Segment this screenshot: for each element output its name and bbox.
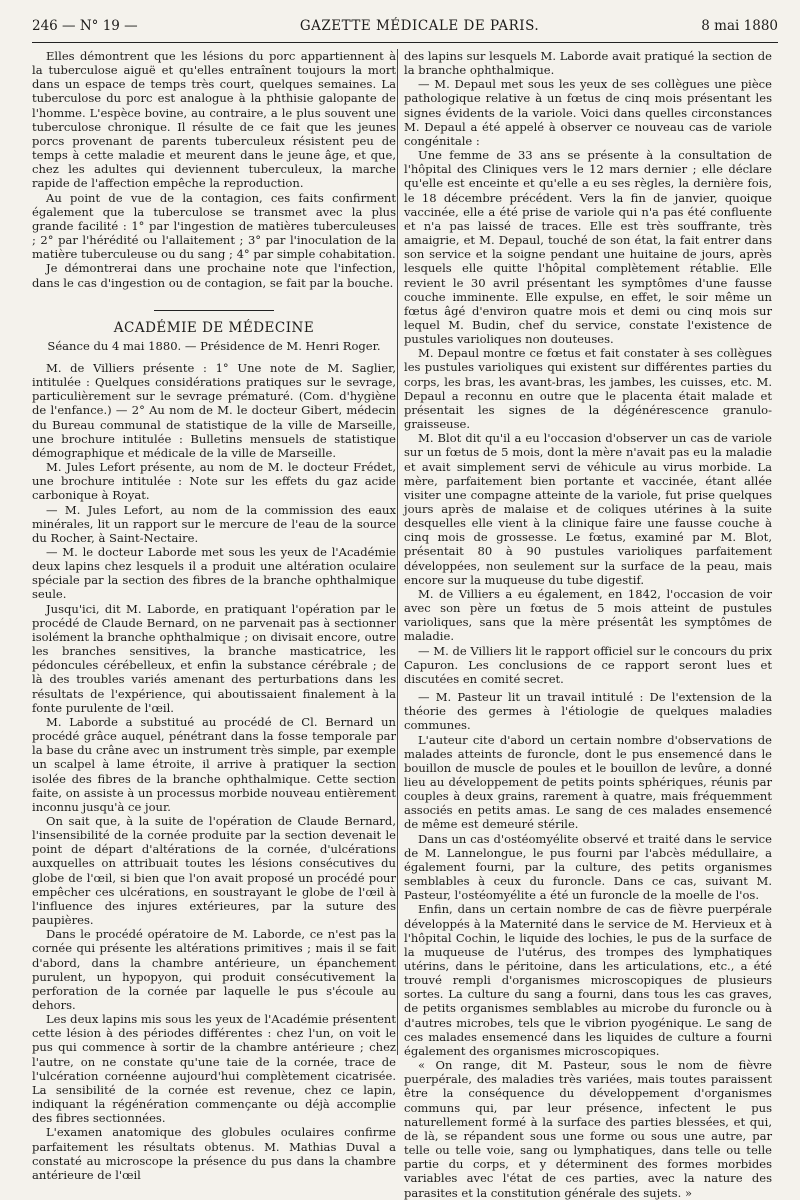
paragraph: — M. Jules Lefort, au nom de la commission des eaux minérales, lit un rapport sur le mercure de l'eau de la source du Rocher, à Saint-Nectaire.: [32, 502, 396, 545]
paragraph: Une femme de 33 ans se présente à la consultation de l'hôpital des Cliniques vers le 12 mars dernier ; elle déclare qu'elle est enceinte et qu'elle a eu ses règles, la dernière fois, le 18 décembre précédent. Vers la fin de janvier, quoique vaccinée, elle a été prise de variole qui n'a pas été confluente et n'a pas laissé de traces. Elle est très souffrante, très amaigrie, et M. Depaul, touché de son état, la fait entrer dans son service et la soigne pendant une huitaine de jours, après lesquels elle quitte l'hôpital complètement rétablie. Elle revient le 30 avril présentant les symptômes d'une fausse couche imminente. Elle expulse, en effet, le soir même un fœtus âgé d'environ quatre mois et demi ou cinq mois sur lequel M. Budin, chef du service, constate l'existence de pustules varioliques non douteuses.: [404, 148, 772, 347]
page-header: [32, 18, 778, 40]
paragraph: M. Jules Lefort présente, au nom de M. le docteur Frédet, une brochure intitulée : Note sur les effets du gaz acide carbonique à Royat.: [32, 460, 396, 503]
paragraph: — M. Depaul met sous les yeux de ses collègues une pièce pathologique relative à un fœtus de cinq mois présentant les signes évidents de la variole. Voici dans quelles circonstances M. Depaul a été appelé à observer ce nouveau cas de variole congénitale :: [404, 77, 772, 148]
paragraph: Enfin, dans un certain nombre de cas de fièvre puerpérale développés à la Maternité dans le service de M. Hervieux et à l'hôpital Cochin, le liquide des lochies, le pus de la surface de la muqueuse de l'utérus, des trompes des lymphatiques utérins, dans le péritoine, dans les articulations, etc., a été trouvé rempli d'organismes microscopiques de plusieurs sortes. La culture du sang a fourni, dans tous les cas graves, de petits organismes semblables au microbe du furoncle ou à d'autres microbes, tels que le vibrion pyogénique. Le sang de ces malades ensemencé dans les liquides de culture a fourni également des organismes microscopiques.: [404, 902, 772, 1058]
session-line: Séance du 4 mai 1880. — Présidence de M. Henri Roger.: [47, 338, 381, 353]
page-number: 246 — N° 19 —: [32, 18, 138, 34]
section-divider: [154, 310, 274, 311]
paragraph: M. de Villiers a eu également, en 1842, l'occasion de voir avec son père un fœtus de 5 mois atteint de pustules varioliques, sans que la mère présentât les symptômes de maladie.: [404, 586, 772, 644]
issue-date: 8 mai 1880: [701, 18, 778, 34]
paragraph: On sait que, à la suite de l'opération de Claude Bernard, l'insensibilité de la cornée produite par la section devenait le point de départ d'altérations de la cornée, d'ulcérations auxquelles on attribuait toutes les lésions consécutives du globe de l'œil, si bien que l'on avait proposé un procédé pour empêcher ces ulcérations, en soustrayant le globe de l'œil à l'influence des injures extérieures, par la suture des paupières.: [32, 813, 396, 928]
column-divider: [397, 49, 398, 1055]
paragraph: — M. le docteur Laborde met sous les yeux de l'Académie deux lapins chez lesquels il a produit une altération oculaire spéciale par la section des fibres de la branche ophthalmique seule.: [32, 545, 396, 602]
paragraph: Les deux lapins mis sous les yeux de l'Académie présentent cette lésion à des périodes différentes : chez l'un, on voit le pus qui commence à sortir de la chambre antérieure ; chez l'autre, on ne constate qu'une taie de la cornée, trace de l'ulcération cornéenne aujourd'hui complètement cicatrisée. La sensibilité de la cornée est revenue, chez ce lapin, indiquant la régénération commençante ou déjà accomplie des fibres sectionnées.: [32, 1012, 396, 1126]
paragraph: L'auteur cite d'abord un certain nombre d'observations de malades atteints de furoncle, dont le pus ensemencé dans le bouillon de muscle de poules et le bouillon de levûre, a donné lieu au développement de petits points sphériques, réunis par couples à deux grains, rarement à quatre, mais fréquemment associés en petits amas. Le sang de ces malades ensemencé de même est demeuré stérile.: [404, 732, 772, 832]
right-column: [404, 49, 772, 1200]
paragraph: — M. de Villiers lit le rapport officiel sur le concours du prix Capuron. Les conclusions de ce rapport seront lues et discutées en comité secret.: [404, 643, 772, 686]
paragraph: « On range, dit M. Pasteur, sous le nom de fièvre puerpérale, des maladies très variées, mais toutes paraissent être la conséquence du développement d'organismes communs qui, par leur présence, infectent le pus naturellement formé à la surface des parties blessées, et qui, de là, se répandent sous une forme ou sous une autre, par telle ou telle voie, sang ou lymphatiques, dans telle ou telle partie du corps, et y déterminent des formes morbides variables avec l'état de ces parties, avec la nature des parasites et la constitution générale des sujets. »: [404, 1058, 772, 1200]
paragraph: M. Depaul montre ce fœtus et fait constater à ses collègues les pustules varioliques qui existent sur différentes parties du corps, les bras, les avant-bras, les jambes, les cuisses, etc. M. Depaul a reconnu en outre que le placenta était malade et présentait les signes de la dégénérescence granulo-graisseuse.: [404, 346, 772, 432]
paragraph: Dans le procédé opératoire de M. Laborde, ce n'est pas la cornée qui présente les altérations primitives ; mais il se fait d'abord, dans la chambre antérieure, un épanchement purulent, un hypopyon, qui produit consécutivement la perforation de la cornée par laquelle le pus s'écoule au dehors.: [32, 927, 396, 1012]
left-column: [32, 49, 396, 1182]
paragraph: Je démontrerai dans une prochaine note que l'infection, dans le cas d'ingestion ou de contagion, se fait par la bouche.: [32, 261, 396, 290]
paragraph: Jusqu'ici, dit M. Laborde, en pratiquant l'opération par le procédé de Claude Bernard, on ne parvenait pas à sectionner isolément la branche ophthalmique ; on divisait encore, outre les branches sensitives, la branche masticatrice, les pédoncules cérébelleux, et enfin la substance cérébrale ; de là des troubles variés amenant des perturbations dans les résultats de l'expérience, qui aboutissaient finalement à la fonte purulente de l'œil.: [32, 601, 396, 715]
paragraph: M. Laborde a substitué au procédé de Cl. Bernard un procédé grâce auquel, pénétrant dans la fosse temporale par la base du crâne avec un instrument très simple, par exemple un scalpel à lame étroite, il arrive à pratiquer la section isolée des fibres de la branche ophthalmique. Cette section faite, on assiste à un processus morbide nouveau entièrement inconnu jusqu'à ce jour.: [32, 714, 396, 814]
paragraph: Au point de vue de la contagion, ces faits confirment également que la tuberculose se transmet avec la plus grande facilité : 1° par l'ingestion de matières tuberculeuses ; 2° par l'hérédité ou l'allaitement ; 3° par l'inoculation de la matière tuberculeuse ou du sang ; 4° par simple cohabitation.: [32, 190, 396, 262]
paragraph: M. Blot dit qu'il a eu l'occasion d'observer un cas de variole sur un fœtus de 5 mois, dont la mère n'avait pas eu la maladie et avait simplement servi de véhicule au virus morbide. La mère, parfaitement bien portante et vaccinée, étant allée visiter une compagne atteinte de la variole, fut prise quelques jours après de malaise et de coliques utérines à la suite desquelles elle vient à la clinique faire une fausse couche à cinq mois de grossesse. Le fœtus, examiné par M. Blot, présentait 80 à 90 pustules varioliques parfaitement développées, non seulement sur la surface de la peau, mais encore sur la muqueuse du tube digestif.: [404, 431, 772, 587]
header-rule: [32, 42, 778, 43]
paragraph: Dans un cas d'ostéomyélite observé et traité dans le service de M. Lannelongue, le pus fourni par l'abcès médullaire, a également fourni, par la culture, des petits organismes semblables à ceux du furoncle. Dans ce cas, suivant M. Pasteur, l'ostéomyélite a été un furoncle de la moelle de l'os.: [404, 831, 772, 903]
paragraph: Elles démontrent que les lésions du porc appartiennent à la tuberculose aiguë et qu'elles entraînent toujours la mort dans un espace de temps très court, quelques semaines. La tuberculose du porc est analogue à la phthisie galopante de l'homme. L'espèce bovine, au contraire, a le plus souvent une tuberculose chronique. Il résulte de ce fait que les jeunes porcs provenant de parents tuberculeux résistent peu de temps à cette maladie et meurent dans le jeune âge, et que, chez les adultes qui deviennent tuberculeux, la marche rapide de l'affection empêche la reproduction.: [32, 49, 396, 191]
paragraph: M. de Villiers présente : 1° Une note de M. Saglier, intitulée : Quelques considérations pratiques sur le sevrage, particulièrement sur le sevrage prématuré. (Com. d'hygiène de l'enfance.) — 2° Au nom de M. le docteur Gibert, médecin du Bureau communal de statistique de la ville de Marseille, une brochure intitulée : Bulletins mensuels de statistique démographique et médicale de la ville de Marseille.: [32, 360, 396, 460]
paragraph: — M. Pasteur lit un travail intitulé : De l'extension de la théorie des germes à l'étiologie de quelques maladies communes.: [404, 690, 772, 733]
paragraph: des lapins sur lesquels M. Laborde avait pratiqué la section de la branche ophthalmique.: [404, 49, 772, 78]
paragraph: L'examen anatomique des globules oculaires confirme parfaitement les résultats obtenus. M. Mathias Duval a constaté au microscope la présence du pus dans la chambre antérieure de l'œil: [32, 1125, 396, 1182]
section-title: ACADÉMIE DE MÉDECINE: [113, 319, 315, 336]
journal-title: GAZETTE MÉDICALE DE PARIS.: [299, 18, 540, 34]
